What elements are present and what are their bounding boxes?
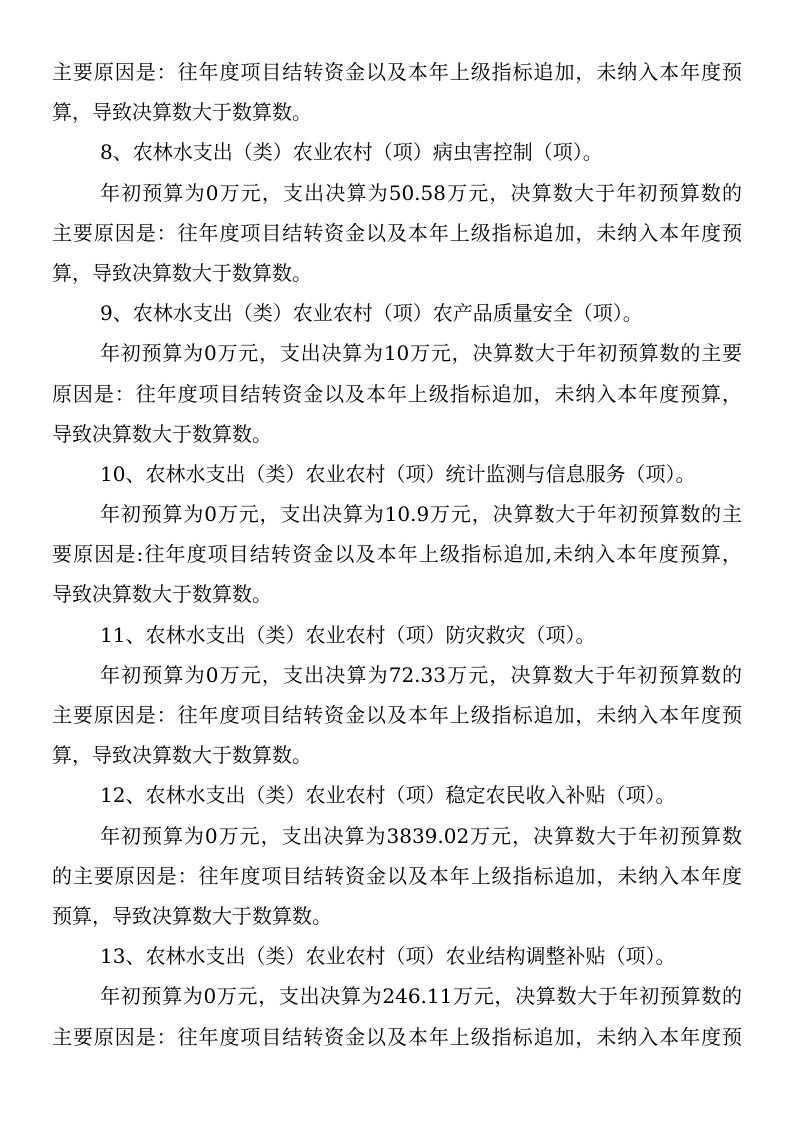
text-line: 算，导致决算数大于数算数。	[52, 260, 312, 285]
text-line: 算，导致决算数大于数算数。	[52, 100, 312, 125]
text-line: 11、农林水支出（类）农业农村（项）防灾救灾（项）。	[100, 622, 596, 647]
text-line: 导致决算数大于数算数。	[52, 582, 272, 607]
text-line: 13、农林水支出（类）农业农村（项）农业结构调整补贴（项）。	[100, 944, 676, 969]
text-line: 算，导致决算数大于数算数。	[52, 743, 312, 768]
text-line: 年初预算为0万元，支出决算为10.9万元，决算数大于年初预算数的主	[100, 502, 742, 527]
text-line: 年初预算为0万元，支出决算为3839.02万元，决算数大于年初预算数	[100, 823, 742, 848]
text-line: 预算，导致决算数大于数算数。	[52, 903, 332, 928]
text-line: 原因是：往年度项目结转资金以及本年上级指标追加，未纳入本年度预算，	[52, 381, 742, 406]
text-line: 8、农林水支出（类）农业农村（项）病虫害控制（项）。	[100, 140, 603, 165]
text-line: 年初预算为0万元，支出决算为72.33万元，决算数大于年初预算数的	[100, 662, 742, 687]
text-line: 主要原因是：往年度项目结转资金以及本年上级指标追加，未纳入本年度预	[52, 1024, 742, 1049]
text-line: 主要原因是：往年度项目结转资金以及本年上级指标追加，未纳入本年度预	[52, 60, 742, 84]
text-line: 10、农林水支出（类）农业农村（项）统计监测与信息服务（项）。	[100, 461, 696, 486]
text-line: 主要原因是：往年度项目结转资金以及本年上级指标追加，未纳入本年度预	[52, 703, 742, 727]
text-line: 主要原因是：往年度项目结转资金以及本年上级指标追加，未纳入本年度预	[52, 220, 742, 245]
text-line: 年初预算为0万元，支出决算为50.58万元，决算数大于年初预算数的	[100, 180, 742, 205]
text-line: 12、农林水支出（类）农业农村（项）稳定农民收入补贴（项）。	[100, 783, 676, 808]
text-line: 要原因是:往年度项目结转资金以及本年上级指标追加,未纳入本年度预算，	[52, 542, 742, 567]
text-line: 9、农林水支出（类）农业农村（项）农产品质量安全（项）。	[100, 301, 643, 326]
document-page	[52, 52, 742, 1057]
text-line: 导致决算数大于数算数。	[52, 421, 272, 446]
text-line: 的主要原因是：往年度项目结转资金以及本年上级指标追加，未纳入本年度	[52, 863, 742, 888]
text-line: 年初预算为0万元，支出决算为10万元，决算数大于年初预算数的主要	[100, 341, 742, 366]
text-line: 年初预算为0万元，支出决算为246.11万元，决算数大于年初预算数的	[100, 984, 742, 1009]
